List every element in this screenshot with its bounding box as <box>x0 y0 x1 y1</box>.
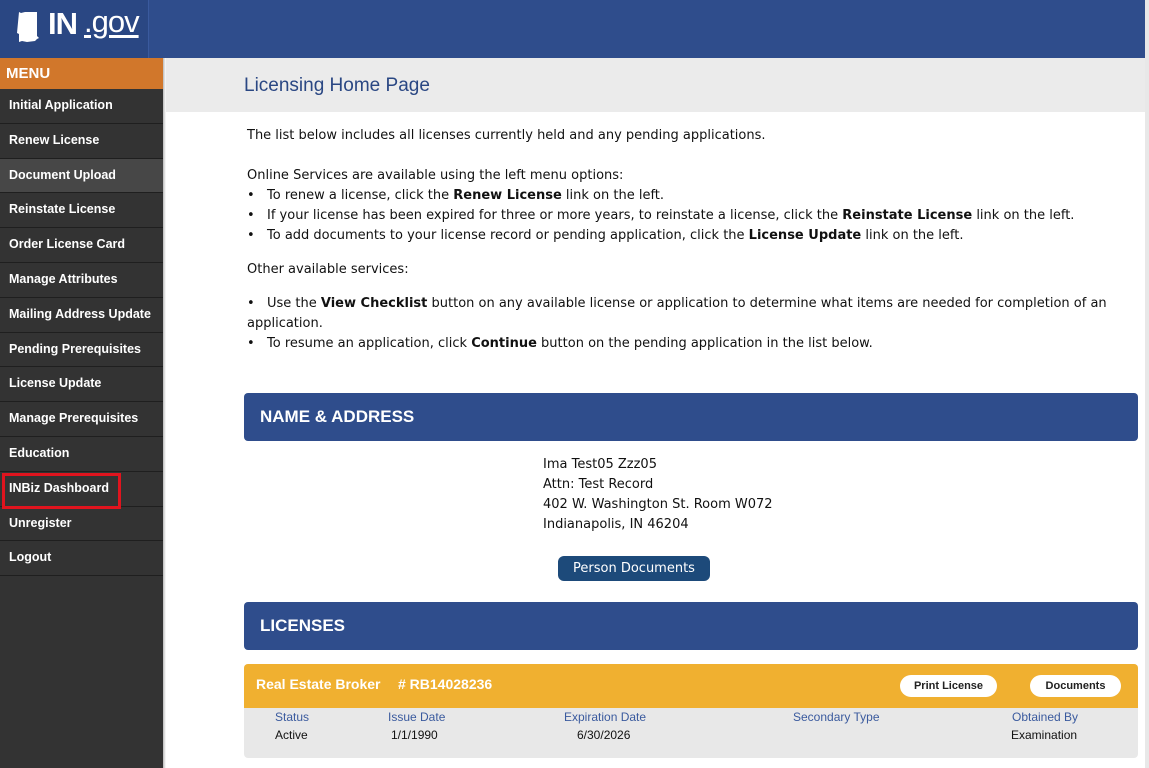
license-card <box>244 664 1138 758</box>
ingov-logo[interactable] <box>0 0 149 58</box>
column-header-issue-date: Issue Date <box>388 710 446 724</box>
bullet-reinstate: • If your license has been expired for three or more years, to reinstate a license, click the Reinstate License link on the left. <box>247 206 1127 226</box>
intro-text: The list below includes all licenses currently held and any pending applications. <box>247 128 766 143</box>
print-license-button[interactable]: Print License <box>900 675 997 697</box>
other-services-heading: Other available services: <box>247 262 409 277</box>
column-header-expiration-date: Expiration Date <box>564 710 647 724</box>
logo-in-text: IN <box>48 6 77 41</box>
address-line: Indianapolis, IN 46204 <box>543 517 689 532</box>
page-title: Licensing Home Page <box>244 75 430 96</box>
sidebar-shadow <box>163 58 166 768</box>
sidebar-item-reinstate-license[interactable]: Reinstate License <box>0 193 163 228</box>
license-expiration-date: 6/30/2026 <box>577 728 631 742</box>
sidebar-item-inbiz-dashboard[interactable]: INBiz Dashboard <box>0 472 163 507</box>
sidebar-item-order-license-card[interactable]: Order License Card <box>0 228 163 263</box>
column-header-obtained-by: Obtained By <box>1012 710 1079 724</box>
column-header-secondary-type: Secondary Type <box>793 710 880 724</box>
license-name: Real Estate Broker <box>256 676 381 692</box>
sidebar-item-pending-prerequisites[interactable]: Pending Prerequisites <box>0 333 163 368</box>
menu-title: MENU <box>0 58 163 89</box>
page-title-bar <box>166 58 1145 112</box>
licenses-header: LICENSES <box>244 602 1138 650</box>
sidebar-item-unregister[interactable]: Unregister <box>0 507 163 542</box>
documents-button[interactable]: Documents <box>1030 675 1121 697</box>
bullet-view-checklist: • Use the View Checklist button on any available license or application to determine what items are needed for completion of an application. <box>247 294 1127 334</box>
sidebar-item-renew-license[interactable]: Renew License <box>0 124 163 159</box>
sidebar-item-license-update[interactable]: License Update <box>0 367 163 402</box>
right-edge <box>1145 0 1149 768</box>
sidebar-menu <box>0 58 164 768</box>
license-obtained-by: Examination <box>1011 728 1078 742</box>
address-block <box>543 455 773 535</box>
sidebar-item-initial-application[interactable]: Initial Application <box>0 89 163 124</box>
bullet-license-update: • To add documents to your license record or pending application, click the License Update link on the left. <box>247 226 1127 246</box>
sidebar-item-manage-prerequisites[interactable]: Manage Prerequisites <box>0 402 163 437</box>
services-heading: Online Services are available using the left menu options: <box>247 168 624 183</box>
name-address-header: NAME & ADDRESS <box>244 393 1138 441</box>
address-line: Attn: Test Record <box>543 477 654 492</box>
sidebar-item-education[interactable]: Education <box>0 437 163 472</box>
column-header-status: Status <box>275 710 310 724</box>
license-issue-date: 1/1/1990 <box>391 728 438 742</box>
license-number: # RB14028236 <box>398 676 493 692</box>
sidebar-item-manage-attributes[interactable]: Manage Attributes <box>0 263 163 298</box>
address-line: Ima Test05 Zzz05 <box>543 457 657 472</box>
sidebar-item-document-upload[interactable]: Document Upload <box>0 159 163 194</box>
intro-content <box>247 126 1127 354</box>
bullet-continue: • To resume an application, click Continue button on the pending application in the list below. <box>247 334 1127 354</box>
person-documents-button[interactable]: Person Documents <box>558 556 710 581</box>
license-card-header <box>244 664 1138 708</box>
indiana-state-icon <box>17 12 41 42</box>
sidebar-item-logout[interactable]: Logout <box>0 541 163 576</box>
sidebar-item-mailing-address-update[interactable]: Mailing Address Update <box>0 298 163 333</box>
address-line: 402 W. Washington St. Room W072 <box>543 497 773 512</box>
license-status: Active <box>275 728 308 742</box>
site-header <box>0 0 1145 58</box>
logo-gov-text: .gov <box>84 4 139 39</box>
bullet-renew: • To renew a license, click the Renew License link on the left. <box>247 186 1127 206</box>
